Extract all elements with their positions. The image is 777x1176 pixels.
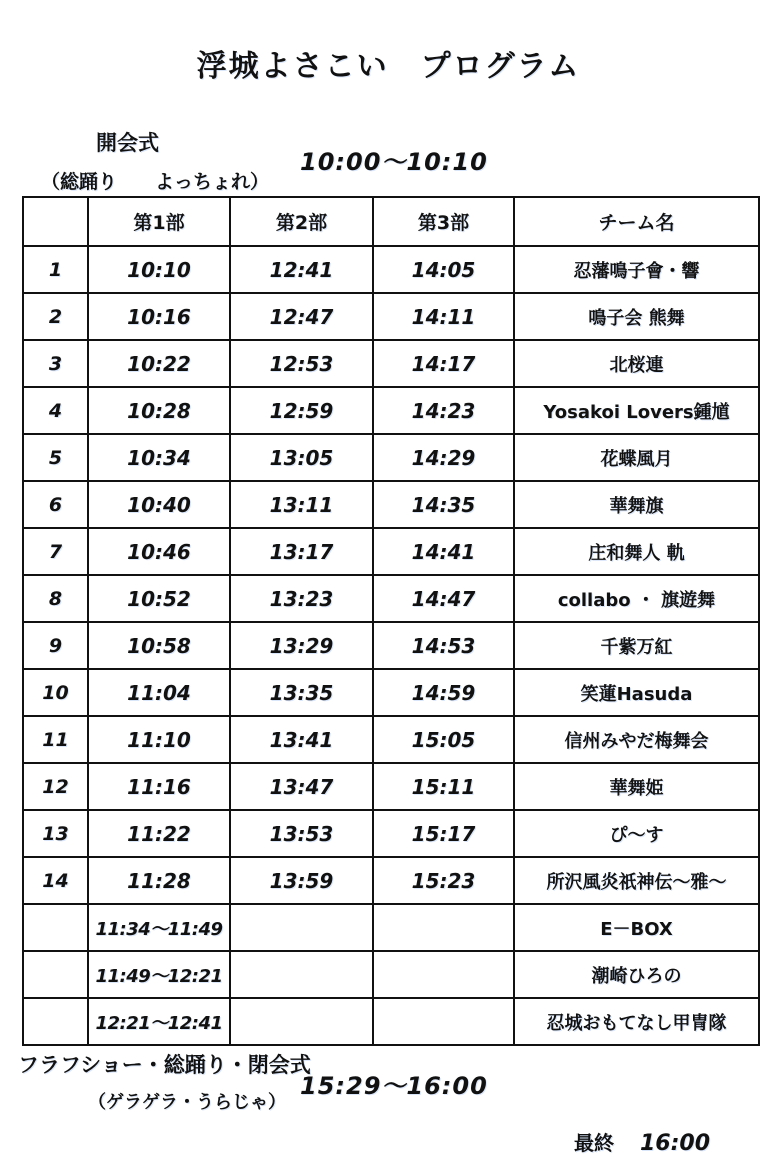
schedule-body [23, 246, 759, 1045]
cell-p3: 14:59 [373, 669, 514, 716]
cell-p3: 15:23 [373, 857, 514, 904]
cell-p3 [373, 904, 514, 951]
cell-p1: 10:40 [88, 481, 230, 528]
column-header: 第2部 [230, 197, 373, 246]
cell-no: 13 [23, 810, 88, 857]
table-row [23, 293, 759, 340]
final-time: 16:00 [640, 1131, 711, 1156]
cell-team: 千紫万紅 [514, 622, 759, 669]
table-row [23, 763, 759, 810]
cell-no: 7 [23, 528, 88, 575]
cell-no: 11 [23, 716, 88, 763]
cell-p2: 13:35 [230, 669, 373, 716]
cell-p3: 14:29 [373, 434, 514, 481]
cell-p3: 14:05 [373, 246, 514, 293]
cell-p1: 11:10 [88, 716, 230, 763]
cell-team: 華舞姫 [514, 763, 759, 810]
cell-no: 6 [23, 481, 88, 528]
cell-p1: 10:16 [88, 293, 230, 340]
column-header: チーム名 [514, 197, 759, 246]
cell-team: 潮崎ひろの [514, 951, 759, 998]
cell-p2: 13:59 [230, 857, 373, 904]
cell-no: 5 [23, 434, 88, 481]
table-row [23, 528, 759, 575]
cell-p3: 15:05 [373, 716, 514, 763]
cell-p2: 13:05 [230, 434, 373, 481]
cell-team: 忍藩鳴子會・響 [514, 246, 759, 293]
cell-no: 1 [23, 246, 88, 293]
cell-no: 2 [23, 293, 88, 340]
column-header [23, 197, 88, 246]
cell-p1: 12:21～12:41 [88, 998, 230, 1045]
cell-p1: 10:10 [88, 246, 230, 293]
cell-team: ぴ～す [514, 810, 759, 857]
cell-team: 華舞旗 [514, 481, 759, 528]
cell-p2: 13:17 [230, 528, 373, 575]
cell-p1: 10:28 [88, 387, 230, 434]
opening-ceremony-subtitle: （総踊り よっちょれ） [41, 171, 270, 193]
cell-p3: 15:11 [373, 763, 514, 810]
cell-p2 [230, 951, 373, 998]
table-row [23, 622, 759, 669]
cell-p3: 14:11 [373, 293, 514, 340]
opening-ceremony-label: 開会式 [96, 131, 159, 155]
cell-p2: 12:53 [230, 340, 373, 387]
table-row [23, 575, 759, 622]
cell-team: 北桜連 [514, 340, 759, 387]
table-row [23, 669, 759, 716]
cell-p1: 10:58 [88, 622, 230, 669]
cell-p2: 12:41 [230, 246, 373, 293]
cell-p3: 14:53 [373, 622, 514, 669]
cell-no [23, 998, 88, 1045]
cell-no: 12 [23, 763, 88, 810]
cell-no [23, 904, 88, 951]
table-header-row [23, 197, 759, 246]
cell-team: 庄和舞人 軌 [514, 528, 759, 575]
cell-no: 9 [23, 622, 88, 669]
cell-p1: 11:04 [88, 669, 230, 716]
cell-no: 10 [23, 669, 88, 716]
table-row [23, 434, 759, 481]
cell-team: 所沢風炎祇神伝～雅～ [514, 857, 759, 904]
cell-no: 4 [23, 387, 88, 434]
column-header: 第3部 [373, 197, 514, 246]
cell-no: 8 [23, 575, 88, 622]
cell-p3 [373, 998, 514, 1045]
cell-team: 信州みやだ梅舞会 [514, 716, 759, 763]
cell-p2: 12:47 [230, 293, 373, 340]
cell-p3: 14:35 [373, 481, 514, 528]
cell-p1: 10:46 [88, 528, 230, 575]
table-row [23, 387, 759, 434]
cell-p2: 13:23 [230, 575, 373, 622]
cell-p3: 14:23 [373, 387, 514, 434]
page-title: 浮城よさこい プログラム [196, 49, 581, 84]
cell-p1: 10:52 [88, 575, 230, 622]
cell-team: 鳴子会 熊舞 [514, 293, 759, 340]
cell-p2 [230, 998, 373, 1045]
cell-no: 3 [23, 340, 88, 387]
cell-p3: 14:17 [373, 340, 514, 387]
table-row [23, 904, 759, 951]
cell-team: collabo ・ 旗遊舞 [514, 575, 759, 622]
cell-p1: 10:34 [88, 434, 230, 481]
closing-ceremony-time: 15:29～16:00 [300, 1072, 488, 1100]
cell-no: 14 [23, 857, 88, 904]
table-row [23, 246, 759, 293]
schedule-table [22, 196, 760, 1046]
cell-p2: 13:53 [230, 810, 373, 857]
cell-p1: 11:34～11:49 [88, 904, 230, 951]
cell-p1: 11:16 [88, 763, 230, 810]
final-label: 最終 [574, 1131, 614, 1155]
cell-team: 笑蓮Hasuda [514, 669, 759, 716]
cell-p3: 14:41 [373, 528, 514, 575]
opening-ceremony-time: 10:00～10:10 [300, 148, 488, 176]
cell-team: 花蝶風月 [514, 434, 759, 481]
closing-ceremony-subtitle: （ゲラゲラ・うらじゃ） [88, 1092, 286, 1113]
cell-p3: 15:17 [373, 810, 514, 857]
cell-p2: 13:29 [230, 622, 373, 669]
cell-p1: 11:49～12:21 [88, 951, 230, 998]
table-row [23, 716, 759, 763]
cell-p3: 14:47 [373, 575, 514, 622]
cell-p2: 13:11 [230, 481, 373, 528]
cell-team: Yosakoi Lovers鍾馗 [514, 387, 759, 434]
cell-no [23, 951, 88, 998]
cell-team: 忍城おもてなし甲冑隊 [514, 998, 759, 1045]
cell-p2: 13:47 [230, 763, 373, 810]
closing-ceremony-label: フラフショー・総踊り・閉会式 [18, 1053, 311, 1077]
table-row [23, 481, 759, 528]
table-row [23, 340, 759, 387]
cell-team: E－BOX [514, 904, 759, 951]
cell-p2: 12:59 [230, 387, 373, 434]
cell-p1: 11:28 [88, 857, 230, 904]
cell-p2: 13:41 [230, 716, 373, 763]
table-row [23, 810, 759, 857]
table-row [23, 951, 759, 998]
cell-p1: 11:22 [88, 810, 230, 857]
final-time-row [574, 1127, 710, 1156]
cell-p3 [373, 951, 514, 998]
table-row [23, 998, 759, 1045]
table-row [23, 857, 759, 904]
cell-p2 [230, 904, 373, 951]
cell-p1: 10:22 [88, 340, 230, 387]
column-header: 第1部 [88, 197, 230, 246]
